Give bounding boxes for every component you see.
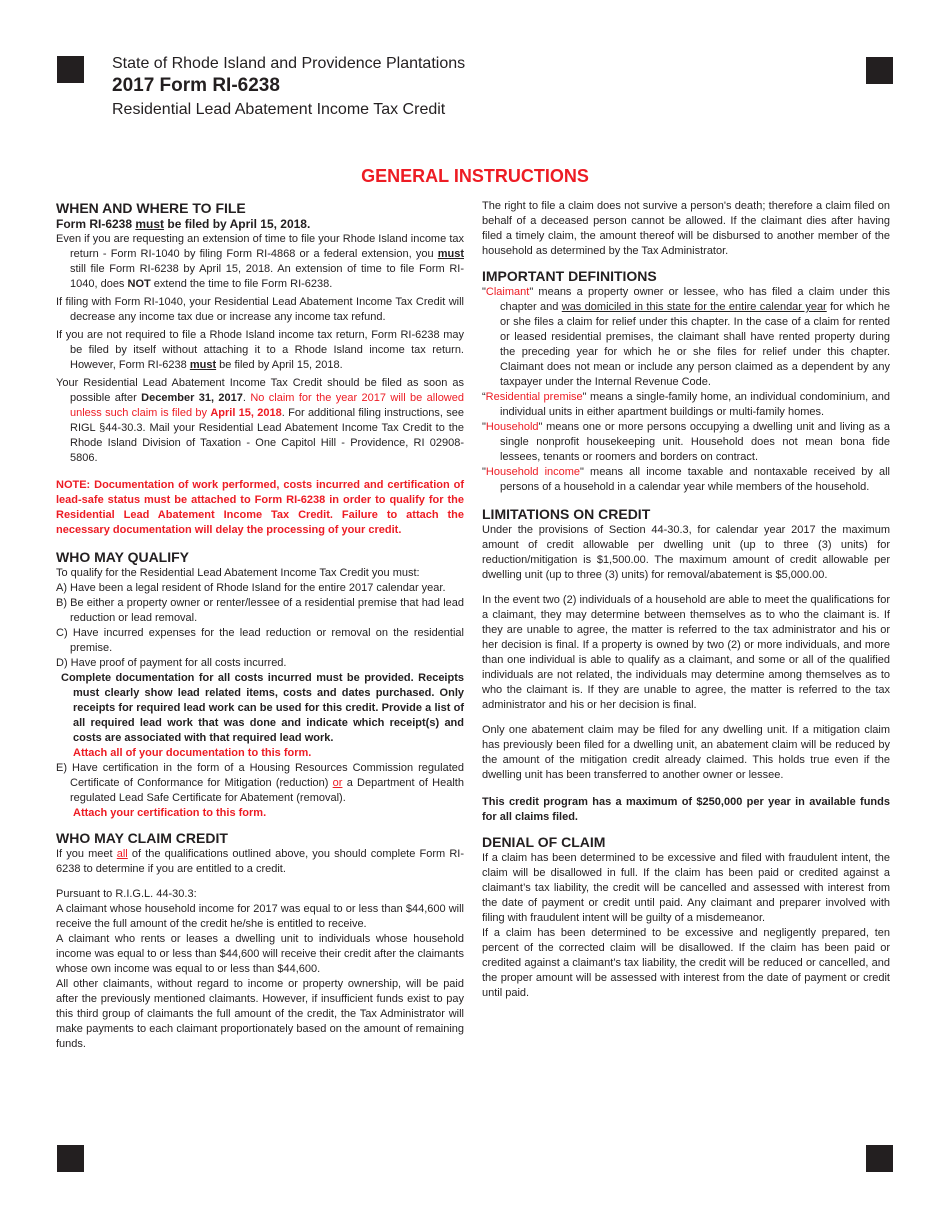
text-span: " means all income taxable and nontaxable received by all persons of a household in a calendar year while members of the household.	[500, 466, 890, 493]
limitations-max-credit: Under the provisions of Section 44-30.3, for calendar year 2017 the maximum amount of credit allowable per dwelling unit (up to three (3) units) for reduction/mitigation is $1,500.00. The maximum amount of credit allowable per dwelling unit (up to three (3) units) for removal/abatement is $5,000.00.	[482, 524, 890, 581]
denial-negligent: If a claim has been determined to be excessive and negligently prepared, ten percent of the corrected claim will be disallowed. If the claim has been paid or credited against a claimant’s tax liability, the credit will be reduced or cancelled, and the proper amount will be assessed with interest from the date of payment or credit until paid.	[482, 927, 890, 999]
qualify-intro: To qualify for the Residential Lead Abatement Income Tax Credit you must:	[56, 567, 420, 579]
warning-date: April 15, 2018	[210, 407, 282, 419]
registration-mark-bottom-right	[866, 1145, 893, 1172]
emphasis-date: December 31, 2017	[141, 392, 243, 404]
emphasis-must: must	[437, 248, 464, 260]
left-column	[56, 199, 464, 1052]
right-column	[482, 199, 890, 1001]
text-span: E) Have certification in the form of a Housing Resources Commission regulated Certificate of Conformance for Mitigation (reduction)	[56, 762, 464, 789]
deadline-must: must	[135, 217, 165, 231]
limitations-one-claim: Only one abatement claim may be filed for any dwelling unit. If a mitigation claim has previously been filed for a dwelling unit, an abatement claim will be reduced by the amount of the mitigation credit already claimed. This holds true even if the dwelling unit has been transferred to another owner or lessee.	[482, 724, 890, 781]
term-household-income: Household income	[485, 466, 581, 478]
general-instructions-title: GENERAL INSTRUCTIONS	[361, 166, 589, 186]
deadline-text-end: be filed by April 15, 2018.	[164, 217, 311, 231]
denial-fraudulent: If a claim has been determined to be excessive and filed with fraudulent intent, the claim will be disallowed in full. If the claim has been paid or credited against a claimant’s tax liability, the credit will be cancelled and assessed with interest from the date of payment or credit until paid. Any claimant and preparer involved with filing with fraudulent intent will be guilty of a misdemeanor.	[482, 852, 890, 924]
pursuant-text: Pursuant to R.I.G.L. 44-30.3:	[56, 888, 197, 900]
not-required-paragraph	[56, 328, 464, 373]
attach-certification-text: Attach your certification to this form.	[73, 807, 267, 819]
claim-priority-3: All other claimants, without regard to income or property ownership, will be paid after the previously mentioned claimants. However, if insufficient funds exist to pay this third group of claimants the full amount of the credit, the Tax Administrator will make payments to each claimant proportionately based on the amount of remaining funds.	[56, 978, 464, 1050]
deadline-text: Form RI-6238	[56, 217, 136, 231]
text-span: " means a single-family home, an individual condominium, and individual units in either apartment buildings or multi-family homes.	[500, 391, 890, 418]
registration-mark-top-left	[57, 56, 84, 83]
attach-documentation-text: Attach all of your documentation to this form.	[73, 747, 312, 759]
text-span: Even if you are requesting an extension of time to file your Rhode Island income tax return - Form RI-1040 by filing Form RI-4868 or a federal extension, you	[56, 233, 464, 260]
emphasis-or: or	[332, 777, 343, 789]
filing-deadline	[56, 217, 464, 232]
definition-claimant: "Claimant" means a property owner or lessee, who has filed a claim under this chapter and was domiciled in this state for the entire calendar year for which he or she files a claim for relief under this chapter. In the case of a claim for rented or leased residential premises, the claimant shall have rented property during the preceding year for which he or she files for relief under this chapter. Claimant does not mean or include any person claimed as a dependent by any taxpayer under the Internal Revenue Code.	[482, 286, 890, 388]
claim-priority-2: A claimant who rents or leases a dwelling unit to individuals whose household income was equal to or less than $44,600 will receive their credit after the claimants whose own income was equal to or less than $44,600.	[56, 933, 464, 975]
limitations-heading: LIMITATIONS ON CREDIT	[482, 506, 651, 522]
who-claim-heading: WHO MAY CLAIM CREDIT	[56, 830, 228, 846]
text-span: Your Residential Lead Abatement Income Tax Credit should be filed as soon as possible after	[56, 377, 464, 404]
text-span: " means a property owner or lessee, who has filed a claim under this chapter and	[500, 286, 890, 313]
when-where-heading: WHEN AND WHERE TO FILE	[56, 200, 246, 216]
limitations-program-max: This credit program has a maximum of $250,000 per year in available funds for all claims filed.	[482, 796, 890, 823]
denial-heading: DENIAL OF CLAIM	[482, 834, 606, 850]
text-span: If you meet	[56, 848, 117, 860]
emphasis-must: must	[189, 359, 217, 371]
text-span: for which he or she files a claim for relief under this chapter. In the case of a claim for rented or leased residential premises, the claimant shall have rented property during the preceding year for which he or she files for relief under this chapter. Claimant does not mean or include any person claimed as a dependent by any taxpayer under the Internal Revenue Code.	[500, 301, 890, 388]
text-span: extend the time to file Form RI-6238.	[150, 278, 333, 290]
warning-text: No claim for the year 2017 will be allowed unless such claim is filed by	[70, 392, 464, 419]
registration-mark-bottom-left	[57, 1145, 84, 1172]
qualify-item-a: A) Have been a legal resident of Rhode Island for the entire 2017 calendar year.	[56, 582, 446, 594]
state-name: State of Rhode Island and Providence Plantations	[112, 55, 466, 72]
qualify-item-d: D) Have proof of payment for all costs incurred.	[56, 657, 287, 669]
form-title: 2017 Form RI-6238	[112, 75, 280, 96]
emphasis-domiciled: was domiciled in this state for the entire calendar year	[561, 301, 827, 313]
text-span: . For additional filing instructions, see RIGL §44-30.3. Mail your Residential Lead Abatement Income Tax Credit to the Rhode Island Division of Taxation - One Capitol Hill - Providence, RI 02908-5806.	[70, 407, 465, 464]
term-claimant: Claimant	[485, 286, 530, 298]
who-claim-intro	[56, 847, 464, 877]
who-qualify-heading: WHO MAY QUALIFY	[56, 549, 190, 565]
claim-priority-1: A claimant whose household income for 2017 was equal to or less than $44,600 will receive the full amount of the credit he/she is entitled to receive.	[56, 903, 464, 930]
filing-with-ri1040-paragraph: If filing with Form RI-1040, your Residential Lead Abatement Income Tax Credit will decrease any income tax due or increase any income tax refund.	[56, 296, 464, 323]
right-to-file-paragraph: The right to file a claim does not survive a person's death; therefore a claim filed on behalf of a deceased person cannot be allowed. If the claimant dies after having filed a timely claim, the amount thereof will be disbursed to another member of the household as determined by the Tax Administrator.	[482, 200, 890, 257]
text-span: If you are not required to file a Rhode Island income tax return, Form RI-6238 may be filed by itself without attaching it to a Rhode Island income tax return. However, Form RI-6238	[56, 329, 464, 371]
emphasis-not: NOT	[127, 278, 151, 290]
form-header	[112, 54, 465, 122]
filing-date-paragraph	[56, 376, 464, 466]
definitions-heading: IMPORTANT DEFINITIONS	[482, 268, 657, 284]
text-span: still file Form RI-6238 by April 15, 2018. An extension of time to file Form RI-1040, does	[70, 263, 464, 290]
qualify-item-b: B) Be either a property owner or renter/lessee of a residential premise that had lead reduction or lead removal.	[56, 597, 464, 624]
complete-documentation-text: Complete documentation for all costs incurred must be provided. Receipts must clearly show lead related items, costs and dates purchased. Only receipts for required lead work can be used for this credit. Provide a list of all required lead work that was done and indicate which receipt(s) and costs are associated with that required lead work.	[61, 672, 464, 744]
form-subtitle: Residential Lead Abatement Income Tax Credit	[112, 101, 446, 118]
qualify-item-c: C) Have incurred expenses for the lead reduction or removal on the residential premise.	[56, 627, 464, 654]
definition-residential-premise: “Residential premise" means a single-family home, an individual condominium, and individual units in either apartment buildings or multi-family homes.	[482, 391, 890, 418]
text-span: a Department of Health regulated Lead Safe Certificate for Abatement (removal).	[70, 777, 464, 804]
extension-paragraph	[56, 232, 464, 292]
text-span: of the qualifications outlined above, you should complete Form RI-6238 to determine if you are entitled to a credit.	[56, 848, 464, 875]
definition-household: "Household" means one or more persons occupying a dwelling unit and living as a single nonprofit housekeeping unit. Household does not mean bona fide lessees, tenants or roomers and borders on contract.	[482, 421, 890, 463]
emphasis-all: all	[116, 848, 128, 860]
text-span: " means one or more persons occupying a dwelling unit and living as a single nonprofit housekeeping unit. Household does not mean bona fide lessees, tenants or roomers and borders on contract.	[500, 421, 890, 463]
term-residential-premise: Residential premise	[485, 391, 583, 403]
term-household: Household	[485, 421, 539, 433]
registration-mark-top-right	[866, 57, 893, 84]
qualify-item-e	[56, 761, 464, 806]
definition-household-income: "Household income" means all income taxable and nontaxable received by all persons of a household in a calendar year while members of the household.	[482, 466, 890, 493]
limitations-two-individuals: In the event two (2) individuals of a household are able to meet the qualifications for a claimant, they may determine between themselves as to who the claimant is. If they are unable to agree, the matter is referred to the tax administrator and his or her decision is final. If a property is owned by two (2) or more individuals, and more than one individual is able to qualify as a claimant, and some or all of the qualified individuals are not related, the individuals may determine among themselves as to who the claimant is. If they are unable to agree, the matter is referred to the tax administrator and his or her decision is final.	[482, 594, 890, 711]
documentation-note: NOTE: Documentation of work performed, costs incurred and certification of lead-safe status must be attached to Form RI-6238 in order to qualify for the Residential Lead Abatement Income Tax Credit. Failure to attach the necessary documentation will delay the processing of your credit.	[56, 479, 464, 536]
text-span: be filed by April 15, 2018.	[216, 359, 343, 371]
text-span: .	[242, 392, 251, 404]
